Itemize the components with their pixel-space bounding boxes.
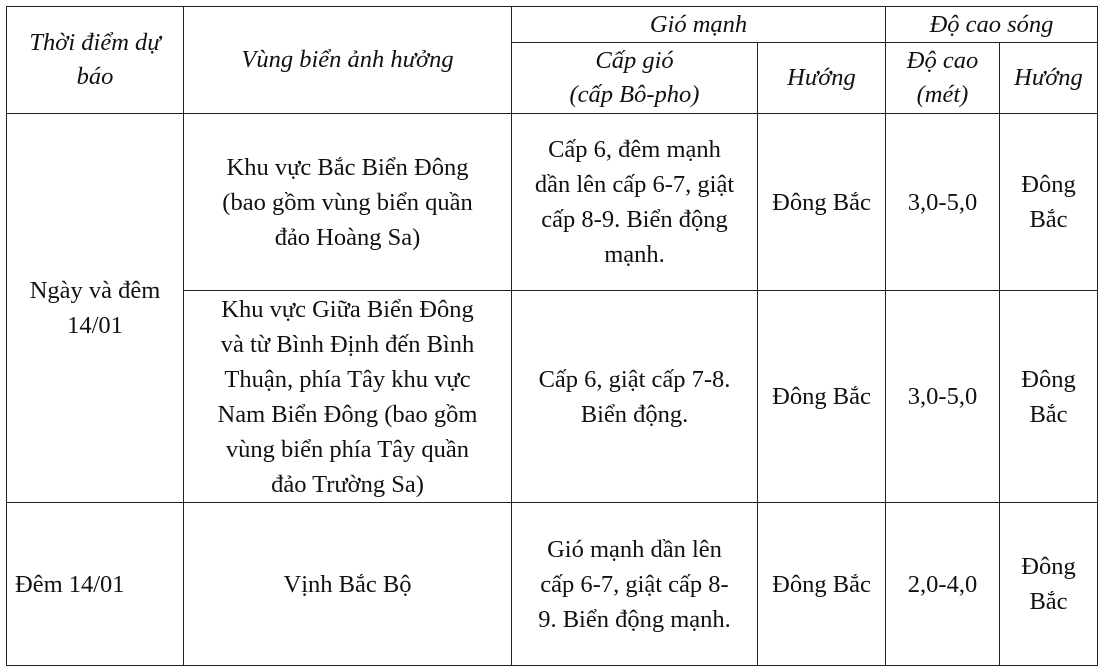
header-wave-direction: Hướng <box>1000 43 1098 114</box>
cell-wave-height: 3,0-5,0 <box>886 114 1000 291</box>
cell-wind-direction: Đông Bắc <box>758 114 886 291</box>
forecast-table <box>6 6 1098 666</box>
header-wave-height: Độ cao (mét) <box>886 43 1000 114</box>
cell-area: Khu vực Giữa Biển Đông và từ Bình Định đến Bình Thuận, phía Tây khu vực Nam Biển Đông (bao gồm vùng biển phía Tây quần đảo Trường Sa) <box>184 291 512 503</box>
header-time: Thời điểm dự báo <box>7 7 184 114</box>
header-area: Vùng biển ảnh hưởng <box>184 7 512 114</box>
cell-area: Vịnh Bắc Bộ <box>184 503 512 666</box>
cell-area: Khu vực Bắc Biển Đông (bao gồm vùng biển quần đảo Hoàng Sa) <box>184 114 512 291</box>
cell-time: Đêm 14/01 <box>7 503 184 666</box>
cell-wave-direction: Đông Bắc <box>1000 291 1098 503</box>
cell-wave-height: 3,0-5,0 <box>886 291 1000 503</box>
header-wind-level: Cấp gió (cấp Bô-pho) <box>512 43 758 114</box>
cell-wave-direction: Đông Bắc <box>1000 114 1098 291</box>
cell-time: Ngày và đêm 14/01 <box>7 114 184 503</box>
table-row <box>7 503 1098 666</box>
table-row <box>7 114 1098 291</box>
header-wave: Độ cao sóng <box>886 7 1098 43</box>
cell-wind-direction: Đông Bắc <box>758 503 886 666</box>
cell-wave-height: 2,0-4,0 <box>886 503 1000 666</box>
header-wind-direction: Hướng <box>758 43 886 114</box>
cell-wind-level: Cấp 6, đêm mạnh dần lên cấp 6-7, giật cấp 8-9. Biển động mạnh. <box>512 114 758 291</box>
cell-wave-direction: Đông Bắc <box>1000 503 1098 666</box>
header-wind: Gió mạnh <box>512 7 886 43</box>
cell-wind-direction: Đông Bắc <box>758 291 886 503</box>
cell-wind-level: Cấp 6, giật cấp 7-8. Biển động. <box>512 291 758 503</box>
cell-wind-level: Gió mạnh dần lên cấp 6-7, giật cấp 8- 9. Biển động mạnh. <box>512 503 758 666</box>
